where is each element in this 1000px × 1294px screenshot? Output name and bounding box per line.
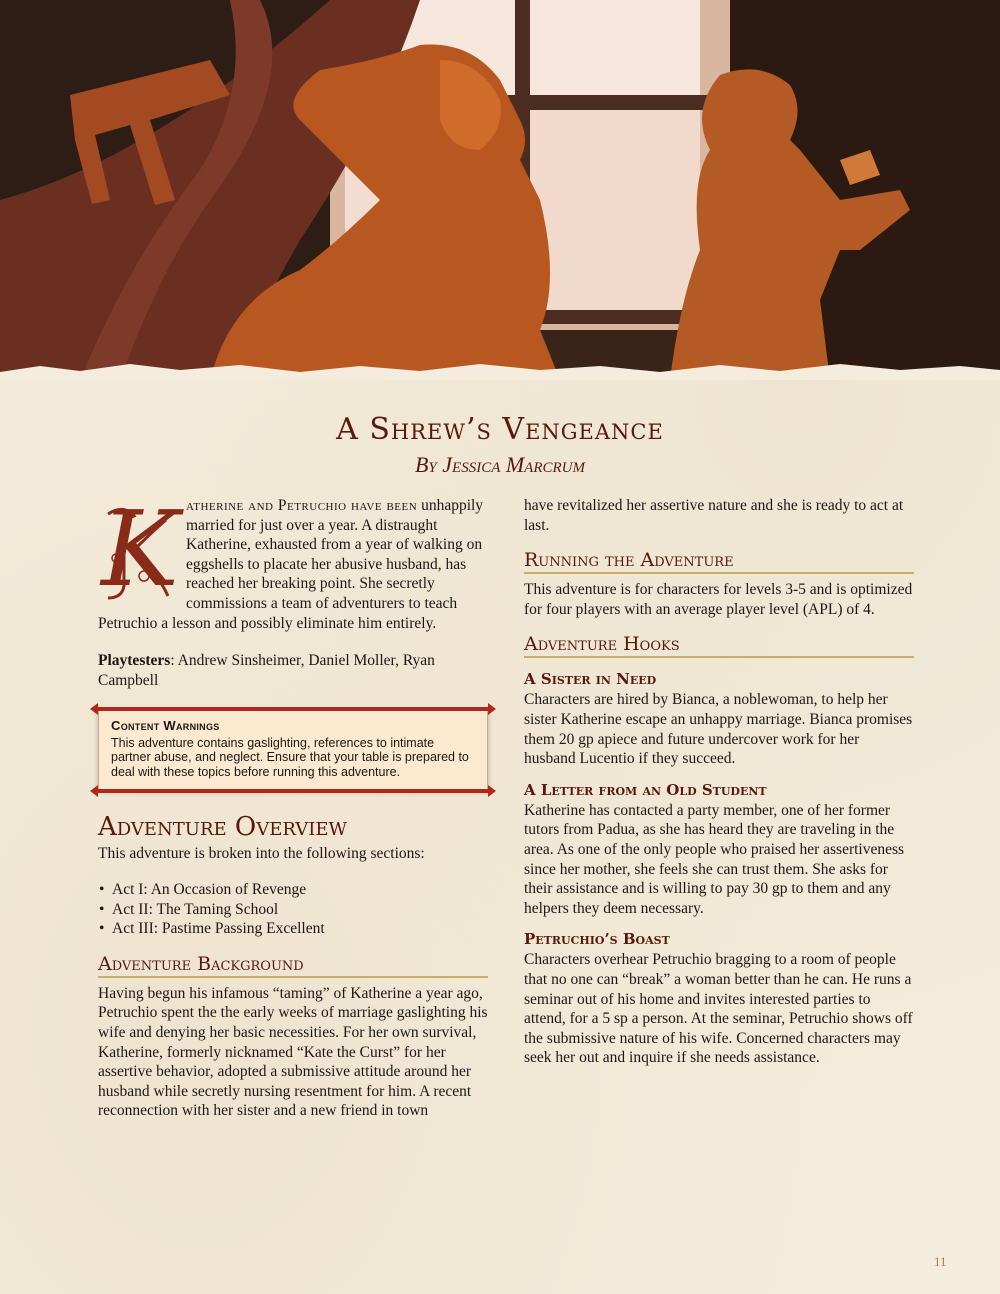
overview-list (98, 880, 488, 939)
content-warning-heading: Content Warnings (111, 718, 220, 734)
header-illustration (0, 0, 1000, 380)
hook-text: Characters are hired by Bianca, a noblewoman, to help her sister Katherine escape an unhappy marriage. Bianca promises them 20 gp apiece and future undercover work for her husband Lucentio if they succeed. (524, 691, 913, 768)
running-text: This adventure is for characters for levels 3-5 and is optimized for four players with an average player level (APL) of 4. (524, 581, 913, 618)
intro-paragraph (98, 488, 488, 633)
content-warning-text: This adventure contains gaslighting, references to intimate partner abuse, and neglect. Ensure that your table is prepared to deal with these topics before running this adventure. (111, 735, 469, 779)
left-column (98, 488, 488, 1121)
playtesters-names: : Andrew Sinsheimer, Daniel Moller, Ryan Campbell (98, 652, 435, 689)
warning-top-bar (96, 707, 490, 711)
background-text: Having begun his infamous “taming” of Katherine a year ago, Petruchio spent the the early weeks of marriage gaslighting his wife and denying her basic necessities. For her own survival, Katherine, formerly nicknamed “Kate the Curst” for her assertive behavior, adopted a submissive attitude around her husband while secretly nursing resentment for him. A recent reconnection with her sister and a new friend in town (98, 984, 488, 1120)
hook-title: A Letter from an Old Student (524, 780, 767, 799)
overview-text: This adventure is broken into the following sections: (98, 845, 425, 863)
list-item: • Act I: An Occasion of Revenge (112, 880, 488, 900)
list-item: • Act II: The Taming School (112, 900, 488, 920)
hook-title: A Sister in Need (524, 670, 657, 689)
playtesters-label: Playtesters (98, 652, 171, 670)
intro-body: unhappily married for just over a year. A distraught Katherine, exhausted from a year of walking on eggshells to placate her abusive husband, has reached her breaking point. She secretly commissions a team of adventurers to teach Petruchio a lesson and possibly eliminate him entirely. (98, 497, 484, 632)
right-column (524, 496, 914, 1068)
warning-bottom-bar (96, 789, 490, 793)
running-heading: Running the Adventure (524, 549, 914, 574)
playtesters-line (98, 651, 488, 690)
page-number: 11 (934, 1254, 947, 1269)
hook-text: Katherine has contacted a party member, one of her former tutors from Padua, as she has heard they are traveling in the area. As one of the only people who praised her assertiveness since her mother, she feels she can trust them. She asks for their assistance and is willing to pay 30 gp to them and any helpers they deem necessary. (524, 801, 905, 917)
content-warning-box (98, 710, 488, 790)
overview-heading: Adventure Overview (98, 812, 348, 843)
dropcap-ornament (94, 488, 179, 610)
page-title: A Shrew’s Vengeance (336, 412, 664, 447)
hook-text: Characters overhear Petruchio bragging to a room of people that no one can “break” a woman better than he can. He runs a seminar out of his home and invites interested parties to attend, for a 5 sp a person. At the seminar, Petruchio shows off the submissive nature of his wife. Concerned characters may seek her out and inquire if she needs assistance. (524, 951, 913, 1067)
hooks-heading: Adventure Hooks (524, 633, 914, 658)
hook-title: Petruchio’s Boast (524, 930, 670, 949)
dropcap-letter: K (101, 488, 179, 610)
intro-lead-words: atherine and Petruchio have been (186, 497, 418, 514)
list-item: • Act III: Pastime Passing Excellent (112, 919, 488, 939)
author-byline: By Jessica Marcrum (414, 452, 586, 477)
background-text-continued: have revitalized her assertive nature and she is ready to act at last. (524, 497, 904, 534)
background-heading: Adventure Background (98, 953, 488, 978)
